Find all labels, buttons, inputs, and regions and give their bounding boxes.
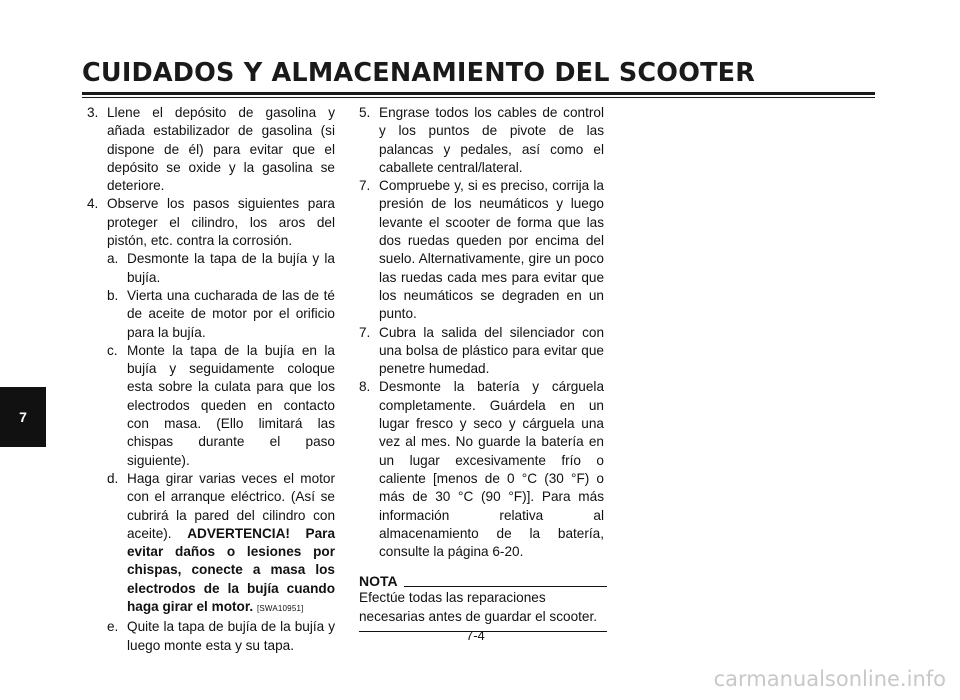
- right-column: [359, 104, 604, 632]
- note-text: Efectúe todas las reparaciones necesarias antes de guardar el scooter.: [359, 589, 607, 632]
- page-title: CUIDADOS Y ALMACENAMIENTO DEL SCOOTER: [82, 58, 756, 88]
- sub-list-item: a. Desmonte la tapa de la bujía y la bujía.: [107, 251, 335, 285]
- list-item: 3. Llene el depósito de gasolina y añada estabilizador de gasolina (si dispone de él) para evitar que el depósito se oxide y la gasolina se deteriore.: [87, 105, 335, 194]
- note-rule: [404, 586, 607, 587]
- list-item: 8. Desmonte la batería y cárguela completamente. Guárdela en un lugar fresco y seco y cárguela una vez al mes. No guarde la batería en un lugar excesivamente frío o caliente [menos de 0 °C (30 °F) o más de 30 °C (90 °F)]. Para más información relativa al almacenamiento de la batería, consulte la página 6-20.: [359, 379, 604, 560]
- list-item: 7. Cubra la salida del silenciador con una bolsa de plástico para evitar que penetre humedad.: [359, 324, 604, 377]
- note-box: [359, 573, 607, 632]
- sub-list-item: b. Vierta una cucharada de las de té de aceite de motor por el orificio para la bujía.: [107, 287, 335, 340]
- warning-text: ADVERTENCIA! Para evitar daños o lesiones por chispas, conecte a masa los electrodos de la bujía cuando haga girar el motor.: [127, 525, 336, 615]
- note-label: NOTA: [359, 573, 398, 590]
- page-number: 7-4: [466, 628, 485, 643]
- reference-code: [SWA10951]: [256, 604, 304, 614]
- note-header: [359, 573, 607, 589]
- watermark: carmanualsonline.info: [713, 667, 946, 691]
- chapter-tab: 7: [0, 387, 46, 447]
- list-item: 4. Observe los pasos siguientes para proteger el cilindro, los aros del pistón, etc. contra la corrosión.: [87, 196, 335, 249]
- sub-list-item: d. Haga girar varias veces el motor con el arranque eléctrico. (Así se cubrirá la pared del cilindro con aceite). ADVERTENCIA! Para evitar daños o lesiones por chispas, conecte a masa los electrodos de la bujía cuando haga girar el motor. [SWA10951]: [107, 470, 336, 615]
- sub-list-item: c. Monte la tapa de la bujía en la bujía y seguidamente coloque esta sobre la culata para que los electrodos queden en contacto con masa. (Ello limitará las chispas durante el paso siguiente).: [107, 342, 335, 468]
- list-item: 5. Engrase todos los cables de control y los puntos de pivote de las palancas y pedales, así como el caballete central/lateral.: [359, 105, 604, 175]
- header-rule-thick: [82, 92, 875, 95]
- list-item: 7. Compruebe y, si es preciso, corrija la presión de los neumáticos y luego levante el scooter de forma que las dos ruedas queden por encima del suelo. Alternativamente, gire un poco las ruedas cada mes para evitar que los neumáticos se degraden en un punto.: [359, 178, 604, 322]
- header-rule-thin: [82, 97, 875, 98]
- left-column: [87, 104, 335, 655]
- sub-list-item: e. Quite la tapa de bujía de la bujía y luego monte esta y su tapa.: [107, 619, 335, 653]
